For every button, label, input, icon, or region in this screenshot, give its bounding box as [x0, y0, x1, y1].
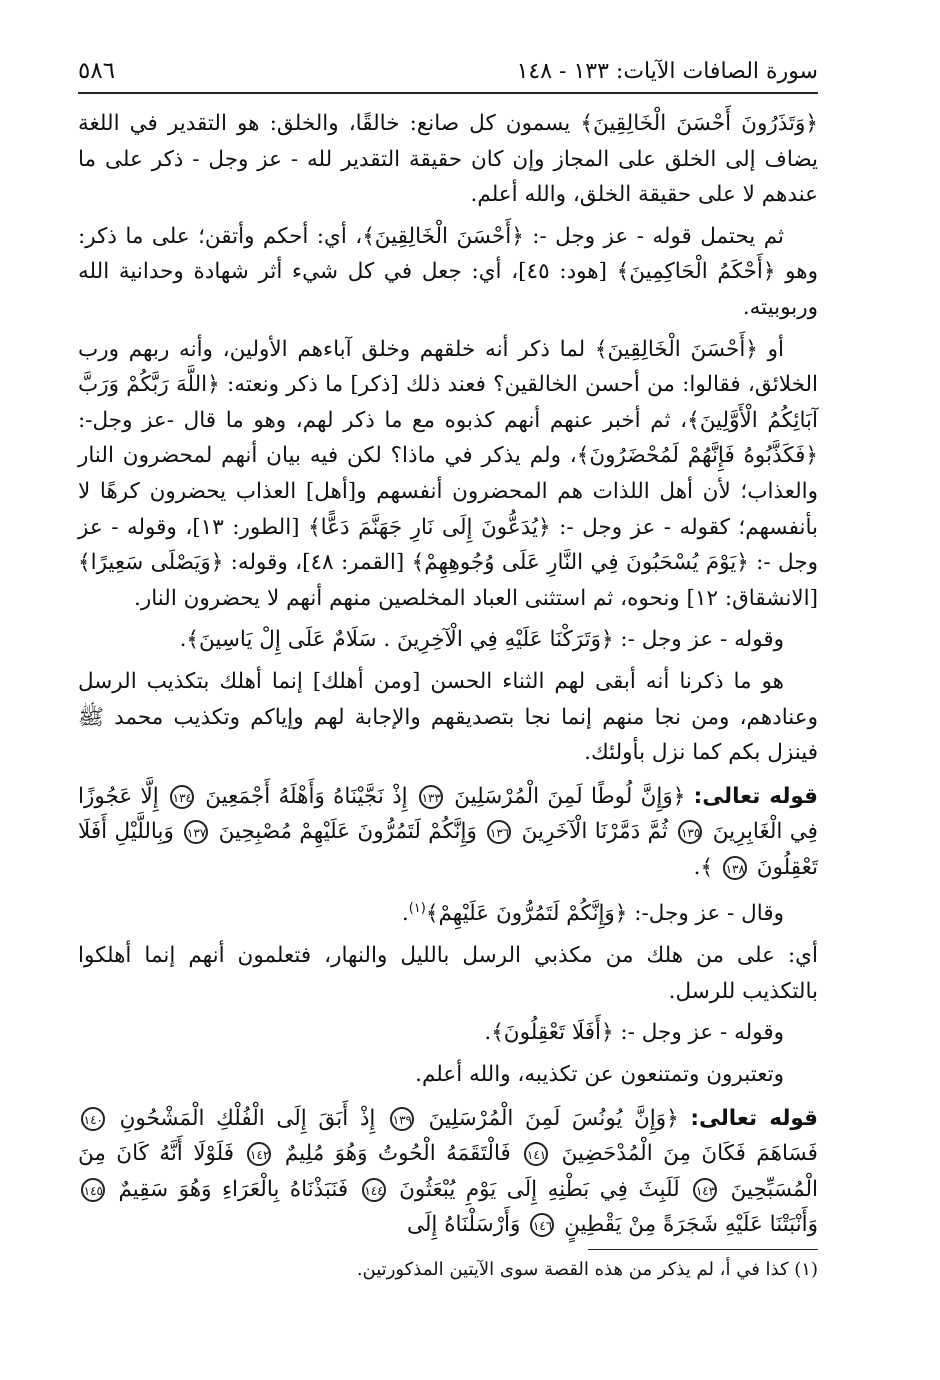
ayah-number-marker: ١٤٢: [247, 1142, 271, 1166]
verse-text: وَأَرْسَلْنَاهُ إِلَى: [406, 1212, 521, 1238]
verse-text: وَبِاللَّيْلِ أَفَلَا تَعْقِلُونَ: [78, 819, 818, 880]
paragraph: أو ﴿أَحْسَنَ الْخَالِقِينَ﴾ لما ذكر أنه خلقهم وخلق آباءهم الأولين، وأنه ربهم ورب الخلائق، فقالوا: من أحسن الخالقين؟ فعند ذلك [ذكر] ما ذكر ونعته: ﴿اللَّهَ رَبَّكُمْ وَرَبَّ آبَائِكُمُ الْأَوَّلِينَ﴾، ثم أخبر عنهم أنهم كذبوه مع ما ذكر لهم، وهو ما قال -عز وجل-: ﴿فَكَذَّبُوهُ فَإِنَّهُمْ لَمُحْضَرُونَ﴾، ولم يذكر في ماذا؟ لكن فيه بيان أنهم لمحضرون النار والعذاب؛ لأن أهل اللذات هم المحضرون أنفسهم و[أهل] العذاب يحضرون كرهًا لا بأنفسهم؛ كقوله - عز وجل -: ﴿يُدَعُّونَ إِلَى نَارِ جَهَنَّمَ دَعًّا﴾ [الطور: ١٣]، وقوله - عز وجل -: ﴿يَوْمَ يُسْحَبُونَ فِي النَّارِ عَلَى وُجُوهِهِمْ﴾ [القمر: ٤٨]، وقوله: ﴿وَيَصْلَى سَعِيرًا﴾ [الانشقاق: ١٢] ونحوه، ثم استثنى العباد المخلصين منهم أنهم لا يحضرون النار.: [78, 336, 819, 611]
verse-text: فَالْتَقَمَهُ الْحُوتُ وَهُوَ مُلِيمٌ: [284, 1141, 511, 1167]
verse-text: إِذْ أَبَقَ إِلَى الْفُلْكِ الْمَشْحُونِ: [119, 1105, 376, 1131]
book-page: [78, 40, 818, 1340]
ayah-number-marker: ١٤١: [524, 1142, 548, 1166]
ayah-number-marker: ١٤٤: [362, 1178, 386, 1202]
ayah-number-marker: ١٣٣: [419, 785, 443, 809]
quran-passage-lut: [78, 779, 818, 886]
ayah-number-marker: ١٣٧: [184, 820, 208, 844]
ayah-number-marker: ١٤٦: [530, 1213, 554, 1237]
verse-text: وَأَنْبَتْنَا عَلَيْهِ شَجَرَةً مِنْ يَقْطِينٍ: [564, 1212, 818, 1238]
paragraph: [78, 891, 818, 932]
ayah-number-marker: ١٣٤: [170, 785, 194, 809]
ayah-number-marker: ١٣٨: [723, 856, 747, 880]
paragraph-text: وقال - عز وجل-: ﴿وَإِنَّكُمْ لَتَمُرُّونَ عَلَيْهِمْ﴾: [425, 901, 784, 927]
period: .: [401, 901, 409, 927]
footnote-reference: (١): [408, 901, 426, 917]
ayah-number-marker: ١٤٣: [693, 1178, 717, 1202]
verse-text: ﴿وَإِنَّ لُوطًا لَمِنَ الْمُرْسَلِينَ: [454, 783, 686, 809]
ayah-number-marker: ١٣٩: [390, 1107, 414, 1131]
page-header: [78, 40, 818, 94]
ayah-number-marker: ١٣٥: [678, 820, 702, 844]
footnote-divider: [588, 1249, 818, 1250]
paragraph: وقوله - عز وجل -: ﴿وَتَرَكْنَا عَلَيْهِ فِي الْآخِرِينَ . سَلَامٌ عَلَى إِلْ يَاسِينَ﴾.: [179, 627, 784, 653]
ayah-number-marker: ١٣٦: [487, 820, 511, 844]
verse-text: فَلَوْلَا أَنَّهُ كَانَ مِنَ الْمُسَبِّحِينَ: [78, 1141, 819, 1202]
page-body: [78, 106, 818, 1284]
paragraph: أي: على من هلك من مكذبي الرسل بالليل والنهار، فتعلمون أنهم إنما أهلكوا بالتكذيب للرسل.: [78, 943, 818, 1004]
paragraph: وتعتبرون وتمتنعون عن تكذيبه، والله أعلم.: [415, 1062, 784, 1087]
verse-text: ﴿وَإِنَّ يُونُسَ لَمِنَ الْمُرْسَلِينَ: [428, 1105, 679, 1131]
paragraph: ﴿وَتَذَرُونَ أَحْسَنَ الْخَالِقِينَ﴾ يسمون كل صانع: خالقًا، والخلق: هو التقدير في اللغة يضاف إلى الخلق على المجاز وإن كان حقيقة التقدير لله - عز وجل - ذكر على ما عندهم لا على حقيقة الخلق، والله أعلم.: [78, 111, 818, 208]
footnote: (١) كذا في أ، لم يذكر من هذه القصة سوى الآيتين المذكورتين.: [356, 1258, 818, 1280]
verse-text: ثُمَّ دَمَّرْنَا الْآخَرِينَ: [521, 819, 668, 845]
ayah-number-marker: ١٤٠: [81, 1107, 105, 1131]
running-title: سورة الصافات الآيات: ١٣٣ - ١٤٨: [516, 59, 818, 84]
verse-close: ﴾.: [693, 854, 714, 880]
verse-text: فَسَاهَمَ فَكَانَ مِنَ الْمُدْحَضِينَ: [561, 1141, 818, 1167]
verse-text: إِذْ نَجَّيْنَاهُ وَأَهْلَهُ أَجْمَعِينَ: [205, 783, 408, 809]
verse-text: فَنَبَذْنَاهُ بِالْعَرَاءِ وَهُوَ سَقِيمٌ: [118, 1176, 349, 1202]
passage-lead: قوله تعالى:: [690, 1105, 818, 1131]
verse-text: وَإِنَّكُمْ لَتَمُرُّونَ عَلَيْهِمْ مُصْبِحِينَ: [218, 819, 477, 845]
passage-lead: قوله تعالى:: [693, 783, 818, 809]
ayah-number-marker: ١٤٥: [81, 1178, 105, 1202]
verse-text: إِلَّا عَجُوزًا فِي الْغَابِرِينَ: [78, 783, 818, 845]
page-number: ٥٨٦: [78, 58, 116, 84]
verse-text: لَلَبِثَ فِي بَطْنِهِ إِلَى يَوْمِ يُبْعَثُونَ: [399, 1176, 680, 1202]
paragraph: ثم يحتمل قوله - عز وجل -: ﴿أَحْسَنَ الْخَالِقِينَ﴾، أي: أحكم وأتقن؛ على ما ذكر: وهو ﴿أَحْكَمُ الْحَاكِمِينَ﴾ [هود: ٤٥]، أي: جعل في كل شيء أثر شهادة وحدانية الله وربوبيته.: [78, 223, 818, 320]
paragraph: هو ما ذكرنا أنه أبقى لهم الثناء الحسن [ومن أهلك] إنما أهلك بتكذيب الرسل وعنادهم، ومن نجا منهم إنما نجا بتصديقهم والإجابة لهم وإياكم وتكذيب محمد ﷺ فينزل بكم كما نزل بأولئك.: [78, 668, 818, 766]
paragraph: وقوله - عز وجل -: ﴿أَفَلَا تَعْقِلُونَ﴾.: [484, 1020, 784, 1046]
quran-passage-yunus: [78, 1101, 818, 1243]
